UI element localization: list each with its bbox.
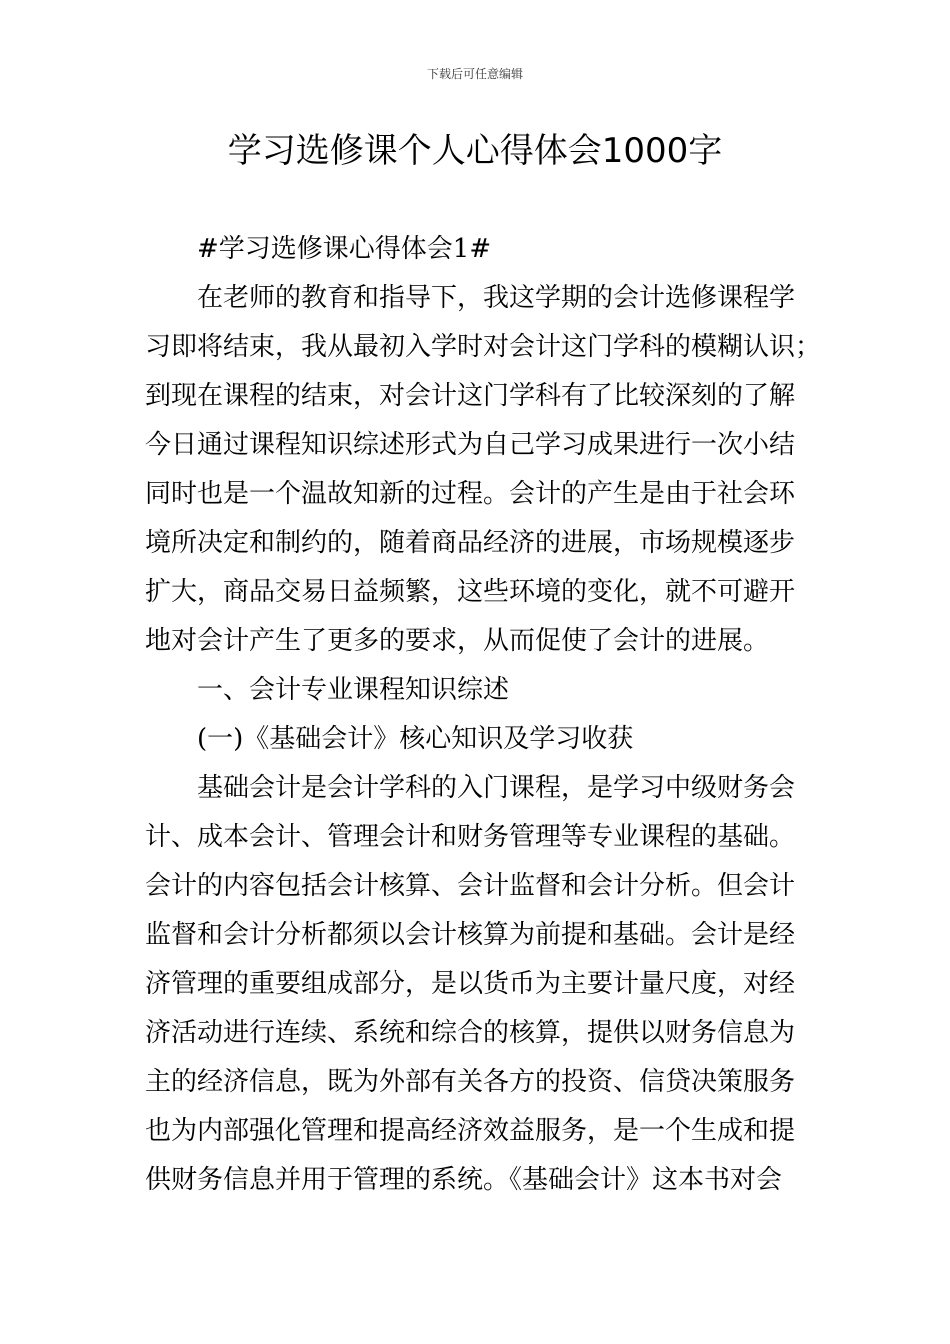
text-line: 扩大，商品交易日益频繁，这些环境的变化，就不可避开	[145, 577, 796, 607]
text-line: 供财务信息并用于管理的系统。《基础会计》这本书对会	[145, 1165, 783, 1195]
document-title: 学习选修课个人心得体会1000字	[227, 131, 723, 171]
text-line: 计、成本会计、管理会计和财务管理等专业课程的基础。	[145, 822, 796, 852]
text-line: 基础会计是会计学科的入门课程，是学习中级财务会	[197, 773, 796, 803]
text-line: 地对会计产生了更多的要求，从而促使了会计的进展。	[145, 626, 770, 656]
text-line: (一)《基础会计》核心知识及学习收获	[197, 724, 634, 754]
text-line: 济活动进行连续、系统和综合的核算，提供以财务信息为	[145, 1018, 796, 1048]
text-line: 习即将结束，我从最初入学时对会计这门学科的模糊认识；	[145, 332, 822, 362]
text-line: 同时也是一个温故知新的过程。会计的产生是由于社会环	[145, 479, 796, 509]
text-line: #学习选修课心得体会1#	[197, 234, 492, 264]
body-text	[145, 225, 822, 1205]
text-line: 一、会计专业课程知识综述	[197, 675, 510, 705]
text-line: 境所决定和制约的，随着商品经济的进展，市场规模逐步	[145, 528, 796, 558]
text-line: 会计的内容包括会计核算、会计监督和会计分析。但会计	[145, 871, 796, 901]
text-line: 监督和会计分析都须以会计核算为前提和基础。会计是经	[145, 920, 796, 950]
text-line: 今日通过课程知识综述形式为自己学习成果进行一次小结	[145, 430, 796, 460]
text-line: 到现在课程的结束，对会计这门学科有了比较深刻的了解	[145, 381, 796, 411]
text-line: 济管理的重要组成部分，是以货币为主要计量尺度，对经	[145, 969, 796, 999]
text-line: 主的经济信息，既为外部有关各方的投资、信贷决策服务	[145, 1067, 796, 1097]
text-line: 也为内部强化管理和提高经济效益服务，是一个生成和提	[145, 1116, 796, 1146]
text-line: 在老师的教育和指导下，我这学期的会计选修课程学	[197, 283, 796, 313]
header-note: 下载后可任意编辑	[426, 67, 523, 81]
